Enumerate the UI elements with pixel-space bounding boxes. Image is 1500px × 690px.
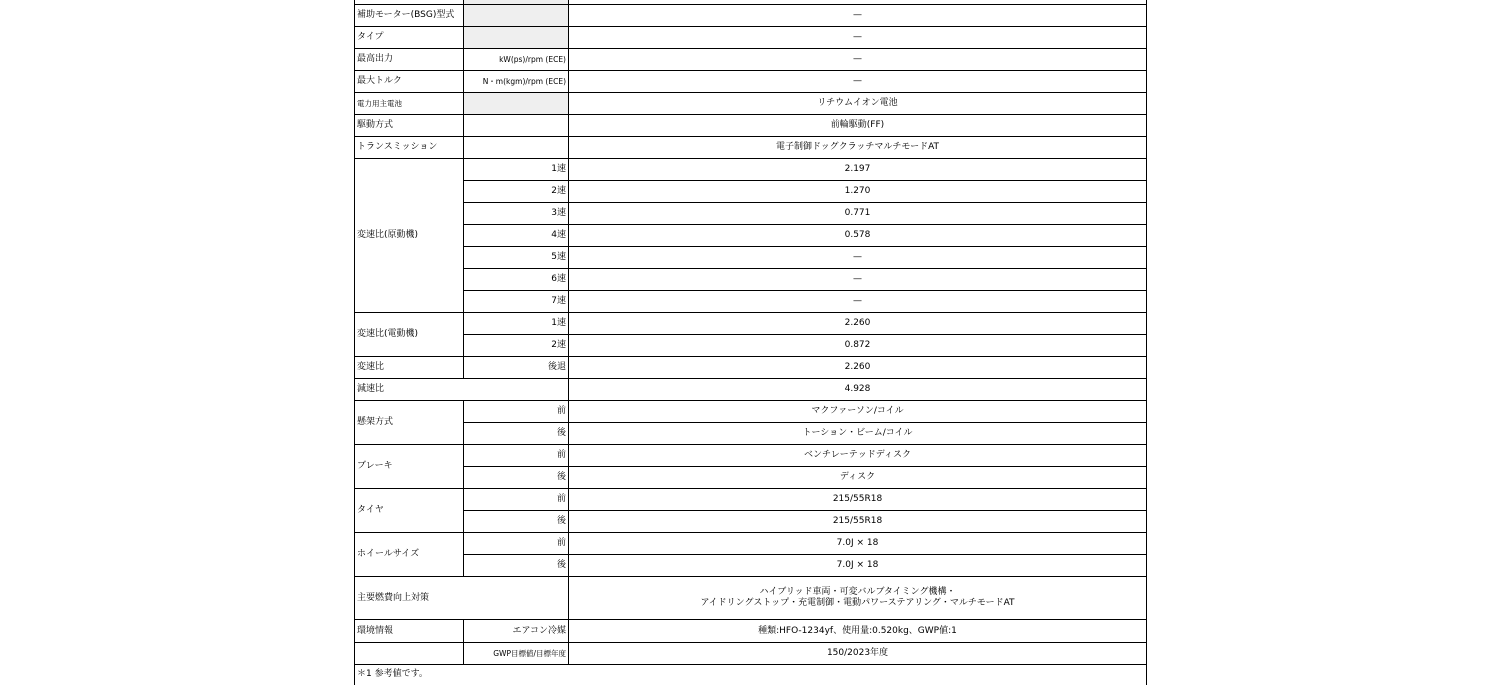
reduction-value: 4.928 <box>569 379 1147 401</box>
table-row <box>355 71 1147 93</box>
row-value: リチウムイオン電池 <box>569 93 1147 115</box>
rear-label: 後 <box>464 555 569 577</box>
gear-label: 4速 <box>464 225 569 247</box>
table-row <box>355 335 1147 357</box>
reverse-unit: 後退 <box>464 357 569 379</box>
table-row <box>355 5 1147 27</box>
table-row <box>355 467 1147 489</box>
table-row <box>355 159 1147 181</box>
table-row <box>355 445 1147 467</box>
table-row <box>355 533 1147 555</box>
table-row <box>355 247 1147 269</box>
gear-label: 2速 <box>464 335 569 357</box>
row-unit: kW(ps)/rpm (ECE) <box>464 49 569 71</box>
gear-value: — <box>569 269 1147 291</box>
table-row <box>355 181 1147 203</box>
gear-label: 6速 <box>464 269 569 291</box>
gear-value: 0.771 <box>569 203 1147 225</box>
gear-label: 5速 <box>464 247 569 269</box>
table-row <box>355 511 1147 533</box>
tire-rear-value: 215/55R18 <box>569 511 1147 533</box>
gear-motor-label: 変速比(電動機) <box>355 313 464 357</box>
row-value: — <box>569 5 1147 27</box>
row-label: 最高出力 <box>355 49 464 71</box>
row-label: タイプ <box>355 27 464 49</box>
gear-value: 0.872 <box>569 335 1147 357</box>
table-row <box>355 269 1147 291</box>
gear-label: 1速 <box>464 313 569 335</box>
front-label: 前 <box>464 401 569 423</box>
table-row <box>355 49 1147 71</box>
row-value: — <box>569 71 1147 93</box>
wheel-label: ホイールサイズ <box>355 533 464 577</box>
row-unit: N・m(kgm)/rpm (ECE) <box>464 71 569 93</box>
front-label: 前 <box>464 533 569 555</box>
tire-front-value: 215/55R18 <box>569 489 1147 511</box>
table-row <box>355 291 1147 313</box>
env-label: 環境情報 <box>355 620 464 643</box>
table-row <box>355 203 1147 225</box>
table-row <box>355 379 1147 401</box>
brake-label: ブレーキ <box>355 445 464 489</box>
table-row <box>355 115 1147 137</box>
reverse-label: 変速比 <box>355 357 464 379</box>
footnote: ＊1 参考値です。 <box>355 665 1147 685</box>
row-unit <box>464 115 569 137</box>
tire-label: タイヤ <box>355 489 464 533</box>
env-label-empty <box>355 643 464 665</box>
front-label: 前 <box>464 489 569 511</box>
gwp-value: 150/2023年度 <box>569 643 1147 665</box>
table-row <box>355 225 1147 247</box>
table-row <box>355 137 1147 159</box>
gwp-label: GWP目標値/目標年度 <box>464 643 569 665</box>
aircon-label: エアコン冷媒 <box>464 620 569 643</box>
row-value: — <box>569 49 1147 71</box>
brake-front-value: ベンチレーテッドディスク <box>569 445 1147 467</box>
gear-label: 2速 <box>464 181 569 203</box>
row-unit <box>464 5 569 27</box>
table-row <box>355 423 1147 445</box>
gear-label: 3速 <box>464 203 569 225</box>
reduction-label: 減速比 <box>355 379 569 401</box>
table-row <box>355 313 1147 335</box>
row-value: 電子制御ドッグクラッチマルチモードAT <box>569 137 1147 159</box>
brake-rear-value: ディスク <box>569 467 1147 489</box>
wheel-front-value: 7.0J × 18 <box>569 533 1147 555</box>
row-label: 電力用主電池 <box>355 93 464 115</box>
table-row <box>355 665 1147 685</box>
fuel-measures-value <box>569 577 1147 620</box>
fuel-measures-line1: ハイブリッド車両・可変バルブタイミング機構・ <box>759 587 956 597</box>
gear-value: 1.270 <box>569 181 1147 203</box>
table-row <box>355 357 1147 379</box>
rear-label: 後 <box>464 511 569 533</box>
row-value: — <box>569 27 1147 49</box>
row-value: 前輪駆動(FF) <box>569 115 1147 137</box>
row-label: 最大トルク <box>355 71 464 93</box>
table-row <box>355 489 1147 511</box>
fuel-measures-line2: アイドリングストップ・充電制御・電動パワーステアリング・マルチモードAT <box>700 598 1015 608</box>
rear-label: 後 <box>464 467 569 489</box>
wheel-rear-value: 7.0J × 18 <box>569 555 1147 577</box>
gear-label: 1速 <box>464 159 569 181</box>
table-row <box>355 643 1147 665</box>
row-label: トランスミッション <box>355 137 464 159</box>
table-row <box>355 577 1147 620</box>
fuel-measures-label: 主要燃費向上対策 <box>355 577 569 620</box>
row-label: 駆動方式 <box>355 115 464 137</box>
gear-value: 0.578 <box>569 225 1147 247</box>
spec-table <box>354 0 1147 685</box>
gear-value: — <box>569 291 1147 313</box>
suspension-rear-value: トーション・ビーム/コイル <box>569 423 1147 445</box>
table-row <box>355 555 1147 577</box>
suspension-label: 懸架方式 <box>355 401 464 445</box>
table-row <box>355 27 1147 49</box>
gear-value: 2.197 <box>569 159 1147 181</box>
table-row <box>355 93 1147 115</box>
gear-value: — <box>569 247 1147 269</box>
gear-engine-label: 変速比(原動機) <box>355 159 464 313</box>
table-row <box>355 620 1147 643</box>
gear-label: 7速 <box>464 291 569 313</box>
row-unit <box>464 93 569 115</box>
row-unit <box>464 137 569 159</box>
front-label: 前 <box>464 445 569 467</box>
aircon-value: 種類:HFO-1234yf、使用量:0.520kg、GWP値:1 <box>569 620 1147 643</box>
table-row <box>355 401 1147 423</box>
reverse-value: 2.260 <box>569 357 1147 379</box>
rear-label: 後 <box>464 423 569 445</box>
row-unit <box>464 27 569 49</box>
gear-value: 2.260 <box>569 313 1147 335</box>
suspension-front-value: マクファーソン/コイル <box>569 401 1147 423</box>
row-label: 補助モーター(BSG)型式 <box>355 5 464 27</box>
